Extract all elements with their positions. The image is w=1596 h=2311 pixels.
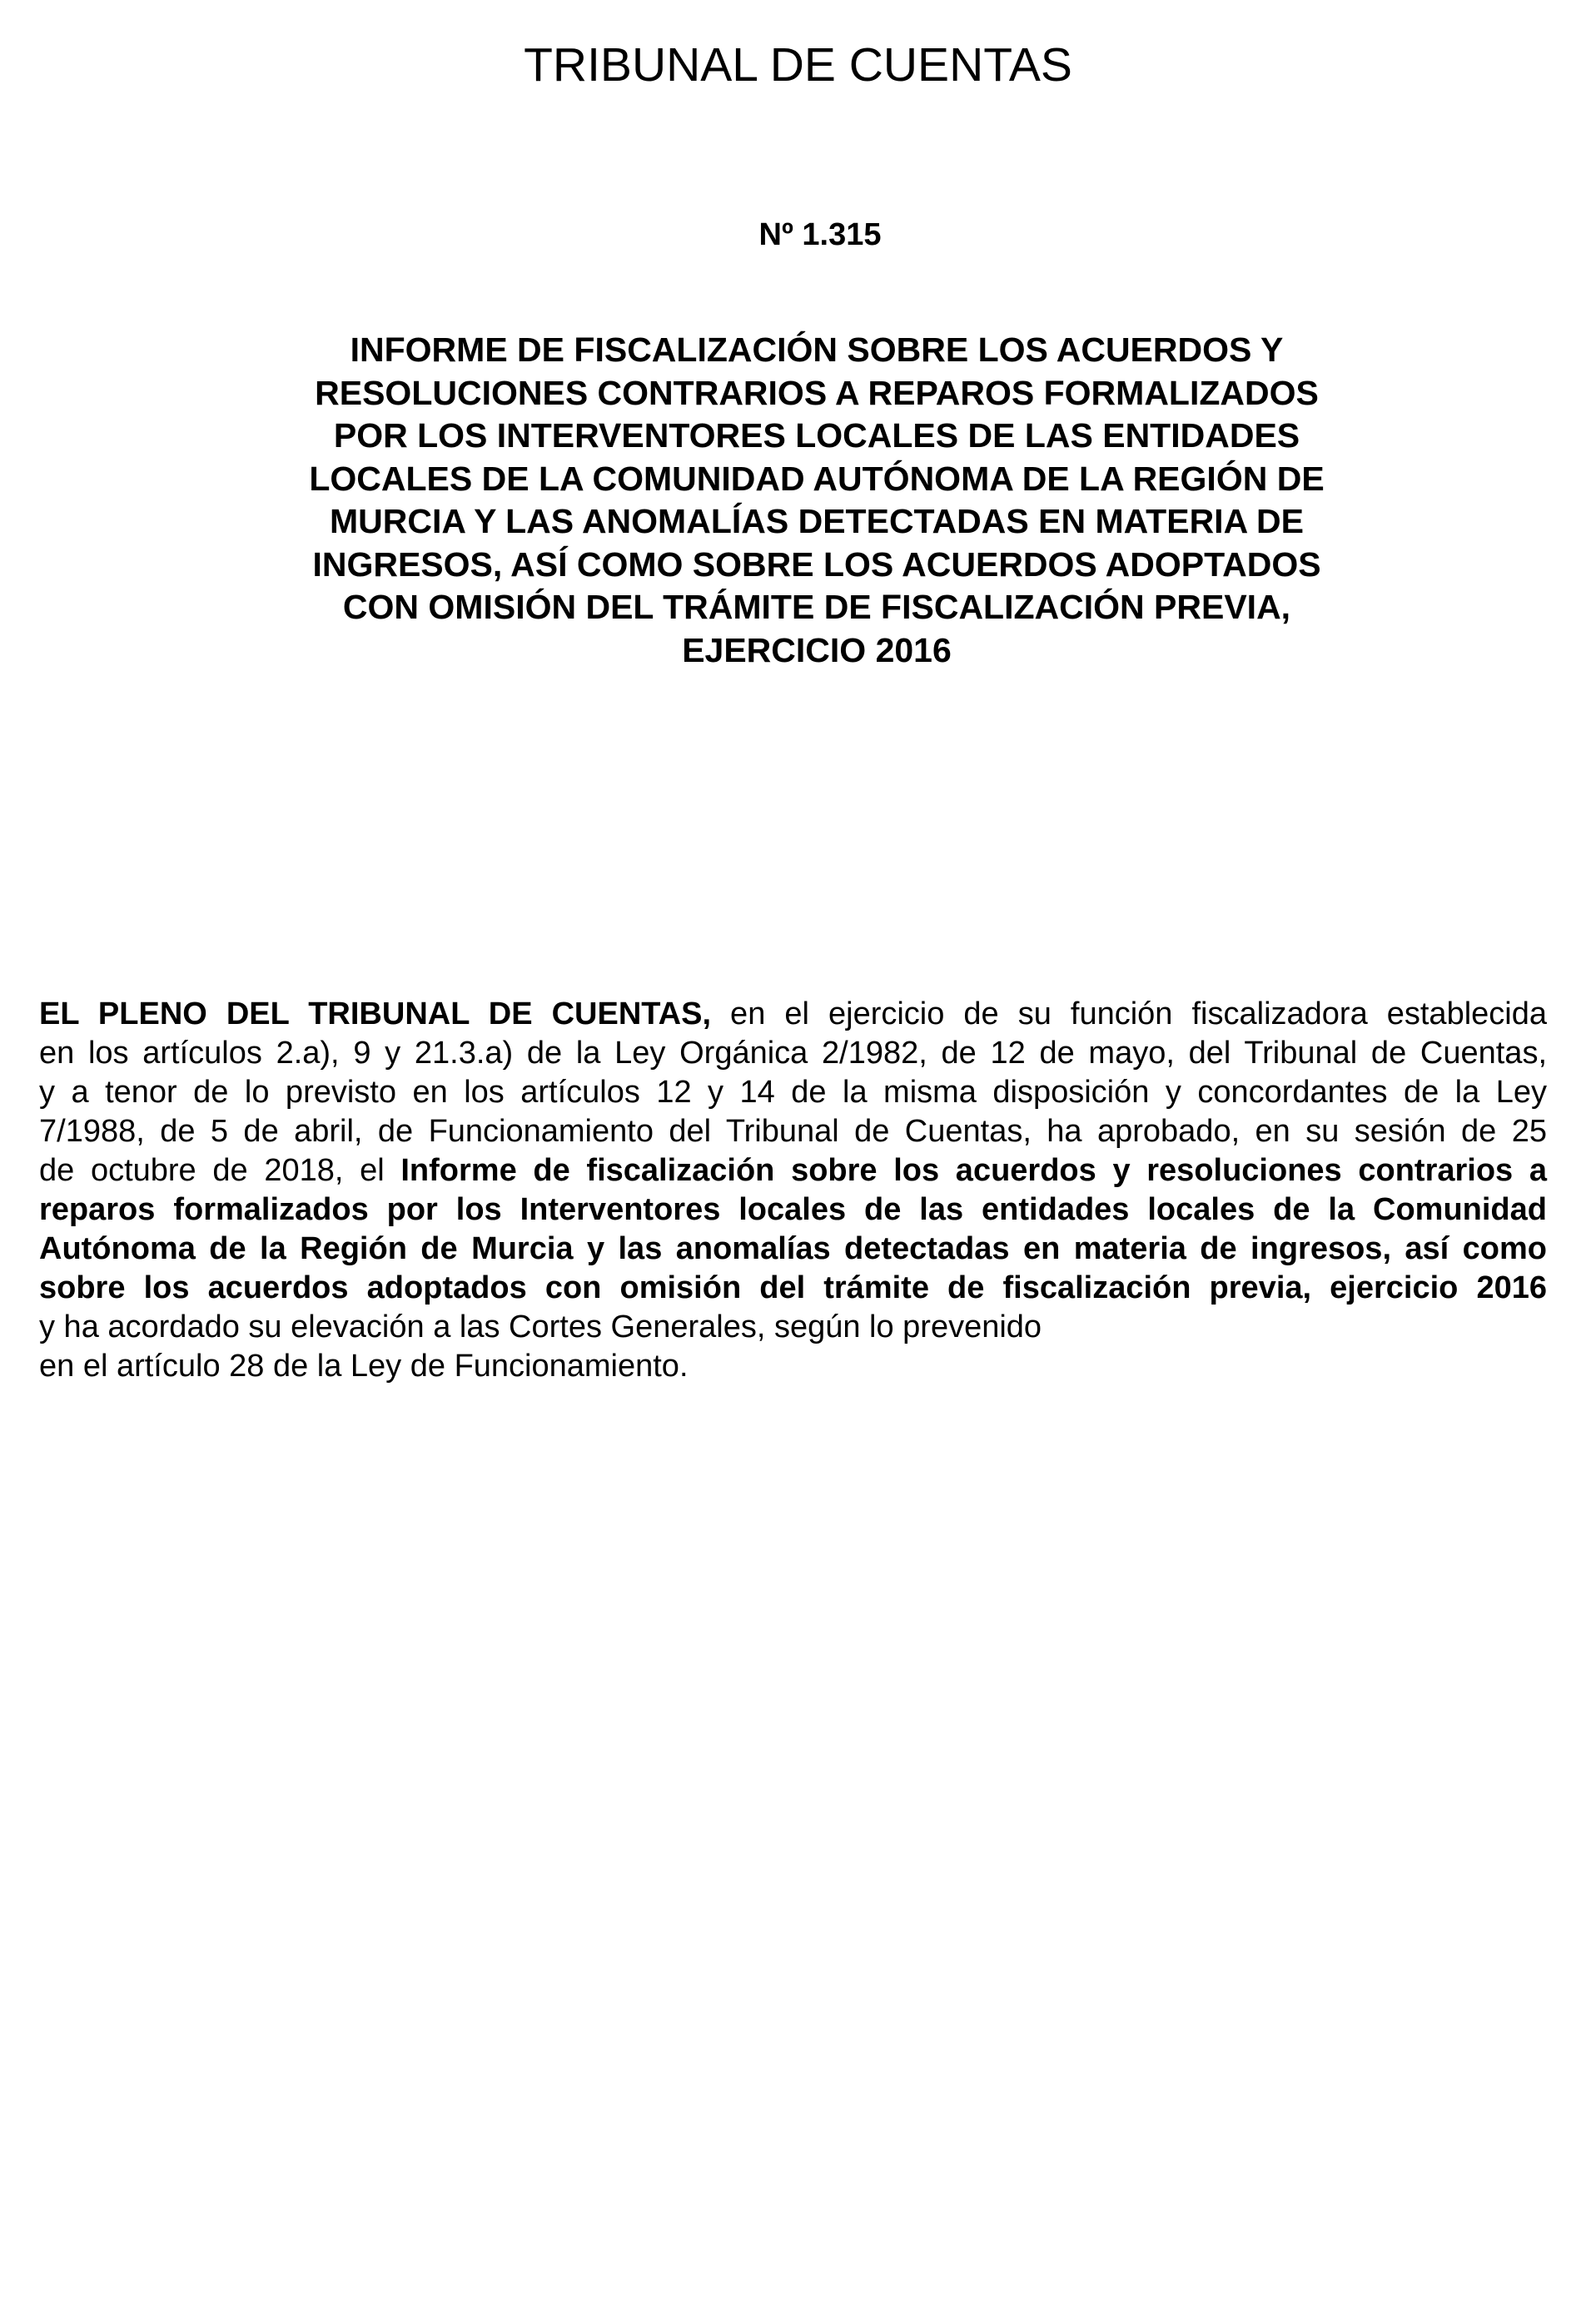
paragraph-line: y a tenor de lo previsto en los artículos 12 y 14 de la misma disposición y concordantes de la Ley <box>39 1075 1547 1110</box>
paragraph-line <box>39 1151 1547 1190</box>
report-title <box>0 329 1596 672</box>
document-number: Nº 1.315 <box>758 217 882 252</box>
paragraph-line: y ha acordado su elevación a las Cortes Generales, según lo prevenido <box>39 1310 1042 1344</box>
report-title-line: LOCALES DE LA COMUNIDAD AUTÓNOMA DE LA REGIÓN DE <box>309 459 1325 498</box>
resolution-paragraph <box>39 995 1547 1386</box>
report-title-line: INGRESOS, ASÍ COMO SOBRE LOS ACUERDOS ADOPTADOS <box>312 544 1321 584</box>
paragraph-line: en el artículo 28 de la Ley de Funcionamiento. <box>39 1349 689 1384</box>
paragraph-text: en el ejercicio de su función fiscalizadora establecida <box>711 996 1547 1031</box>
report-title-line: EJERCICIO 2016 <box>682 630 952 669</box>
report-title-line: CON OMISIÓN DEL TRÁMITE DE FISCALIZACIÓN PREVIA, <box>342 588 1291 626</box>
report-reference: Autónoma de la Región de Murcia y las anomalías detectadas en materia de ingresos, así como <box>39 1231 1547 1266</box>
paragraph-text: de octubre de 2018, el <box>39 1153 401 1188</box>
paragraph-line: en los artículos 2.a), 9 y 21.3.a) de la Ley Orgánica 2/1982, de 12 de mayo, del Tribunal de Cuentas, <box>39 1036 1547 1071</box>
paragraph-line <box>39 995 1547 1034</box>
plenary-name: EL PLENO DEL TRIBUNAL DE CUENTAS, <box>39 996 712 1031</box>
report-title-line: POR LOS INTERVENTORES LOCALES DE LAS ENTIDADES <box>333 416 1300 455</box>
paragraph-line: 7/1988, de 5 de abril, de Funcionamiento del Tribunal de Cuentas, ha aprobado, en su sesión de 25 <box>39 1114 1547 1149</box>
report-reference: reparos formalizados por los Interventores locales de las entidades locales de la Comunidad <box>39 1192 1547 1227</box>
report-title-line: MURCIA Y LAS ANOMALÍAS DETECTADAS EN MATERIA DE <box>329 502 1305 540</box>
report-reference: sobre los acuerdos adoptados con omisión del trámite de fiscalización previa, ejercicio 2016 <box>39 1270 1547 1305</box>
report-title-line: RESOLUCIONES CONTRARIOS A REPAROS FORMALIZADOS <box>315 373 1319 412</box>
report-title-line: INFORME DE FISCALIZACIÓN SOBRE LOS ACUERDOS Y <box>350 330 1284 369</box>
organization-header: TRIBUNAL DE CUENTAS <box>524 38 1072 92</box>
report-reference: Informe de fiscalización sobre los acuerdos y resoluciones contrarios a <box>400 1153 1547 1188</box>
